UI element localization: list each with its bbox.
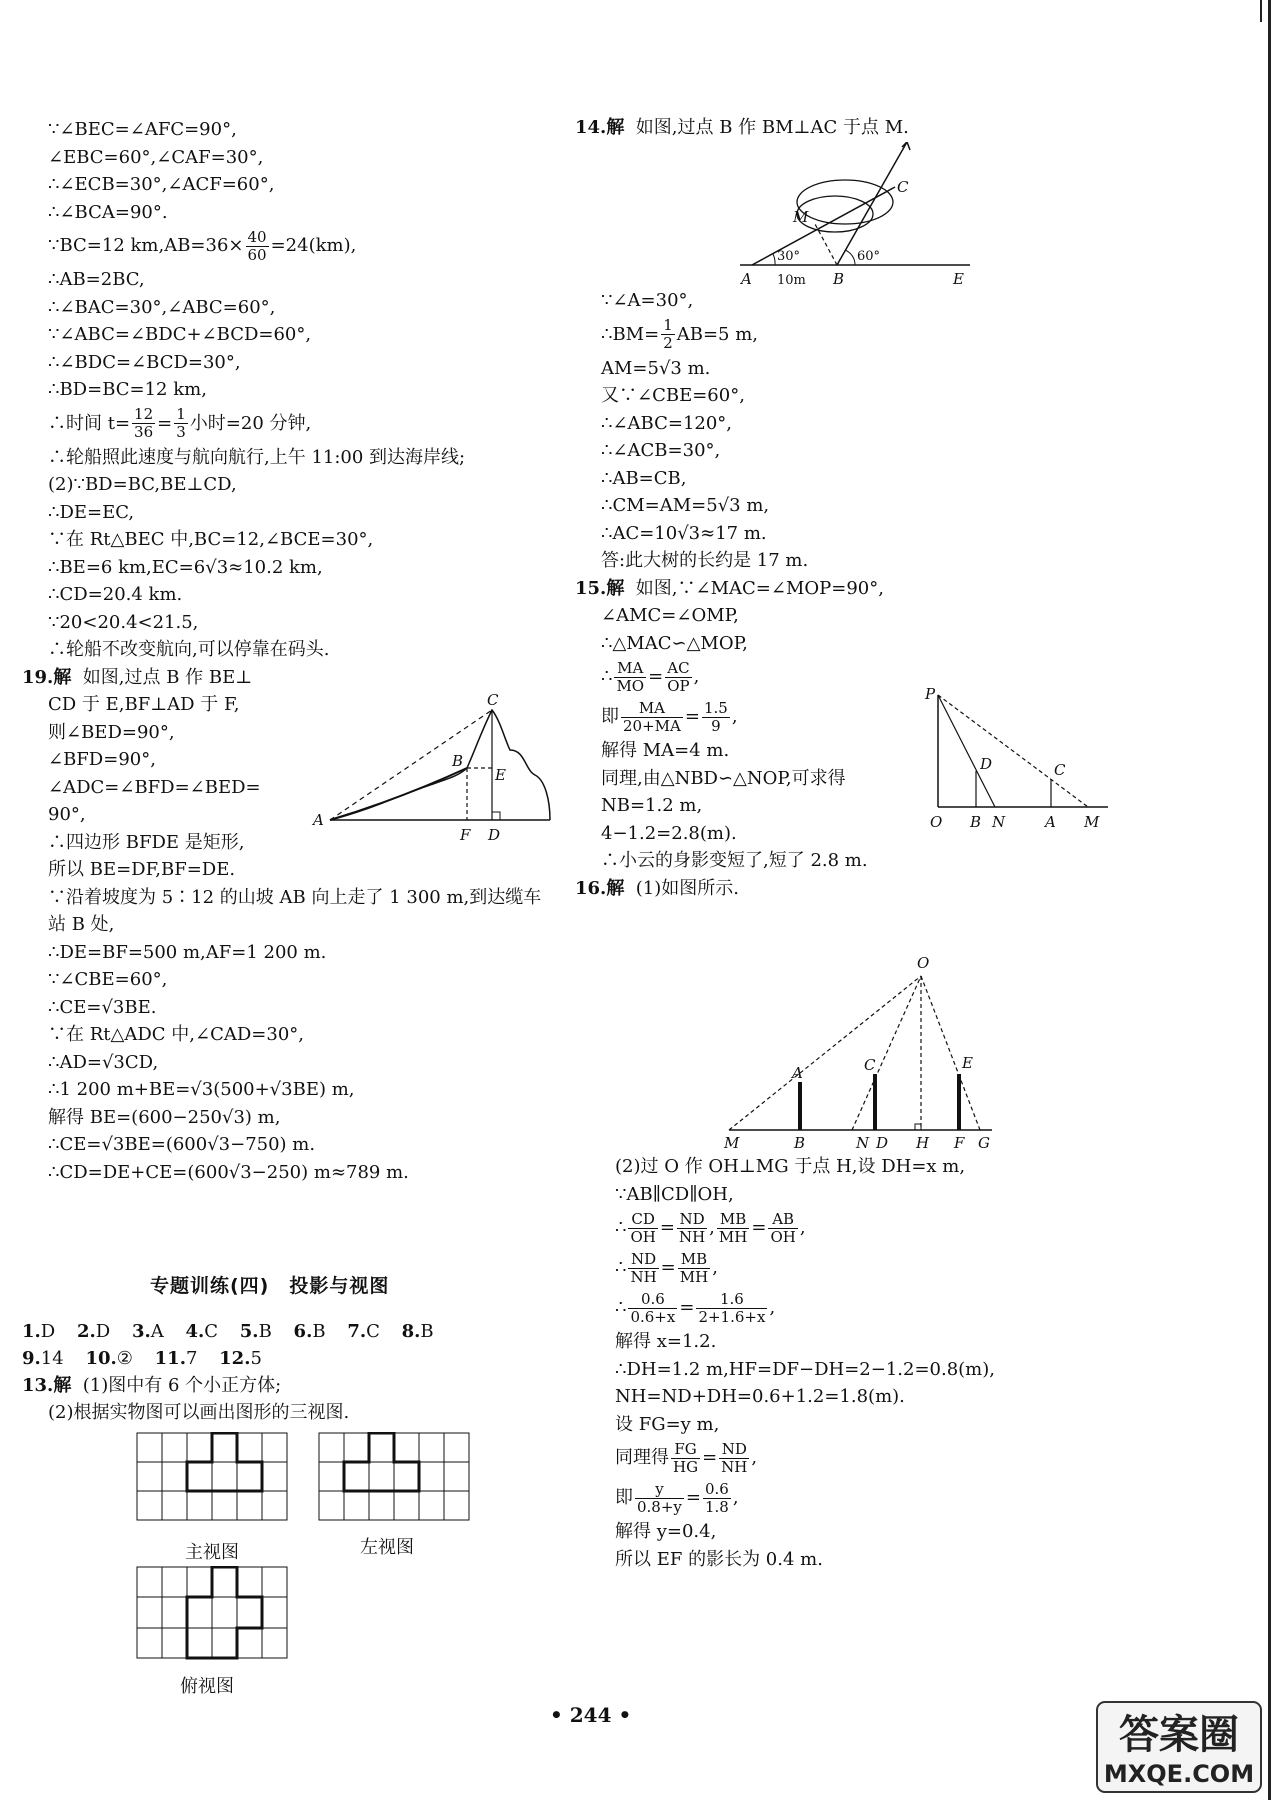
label-f: F [954, 1134, 965, 1152]
denominator: MH [679, 1267, 709, 1286]
text-line-fraction [575, 1438, 995, 1478]
numerator: AB [768, 1211, 797, 1229]
text-line: ∴AB=CB, [601, 467, 687, 489]
text-line: AM=5√3 m. [601, 357, 711, 379]
text-line: ∵20<20.4<21.5, [48, 611, 199, 633]
text: = [702, 1447, 718, 1468]
numerator: 1.5 [703, 698, 728, 717]
fraction [671, 1441, 700, 1476]
right-angle-mark [492, 812, 500, 820]
fraction [661, 317, 675, 352]
text-line: (2)根据实物图可以画出图形的三视图. [48, 1402, 350, 1423]
fraction [678, 1251, 710, 1286]
label-b: B [452, 752, 464, 770]
numerator: 1 [176, 405, 186, 423]
denominator: OH [770, 1227, 796, 1246]
label-o: O [930, 813, 943, 831]
numerator: 40 [247, 227, 267, 246]
angle-arc-60 [845, 250, 855, 265]
text-line: ∵在 Rt△BEC 中,BC=12,∠BCE=30°, [48, 529, 374, 550]
answer-item: 10.② [85, 1348, 133, 1369]
answer-item: 12.5 [219, 1348, 262, 1369]
fraction [717, 1211, 749, 1246]
text-line: ∴AD=√3CD, [48, 1051, 159, 1073]
text: = [660, 1257, 676, 1278]
text-line: ∴DE=EC, [48, 501, 135, 523]
text-line: ∵∠CBE=60°, [48, 969, 168, 990]
tree-crown [797, 196, 873, 232]
label-e: E [953, 270, 964, 288]
text-line: ∴CM=AM=5√3 m, [601, 495, 770, 516]
label-o: O [917, 954, 930, 972]
ray-om [729, 976, 921, 1130]
fraction [628, 1211, 657, 1246]
answer-item: 9.14 [22, 1348, 64, 1369]
label-c: C [1054, 761, 1066, 779]
text-line-fraction: ∴ $\frac{ND}{NH}$ = $\frac{MB}{MH}$ , [615, 1249, 718, 1286]
text-line: CD 于 E,BF⊥AD 于 F, [48, 694, 240, 715]
denominator: 3 [176, 423, 186, 441]
denominator: MH [718, 1227, 748, 1246]
left-view-grid [318, 1432, 472, 1522]
left-view-caption: 左视图 [360, 1537, 414, 1558]
text: , [731, 706, 738, 727]
page-number: • 244 • [550, 1703, 632, 1727]
text-line: ∵∠ABC=∠BDC+∠BCD=60°, [48, 324, 312, 345]
top-view-caption: 俯视图 [180, 1676, 234, 1697]
text: = [648, 666, 664, 687]
solution-label: 解 [53, 1375, 72, 1396]
text-line: ∴1 200 m+BE=√3(500+√3BE) m, [48, 1079, 355, 1100]
text-line: NH=ND+DH=0.6+1.2=1.8(m). [615, 1386, 905, 1407]
left-column [22, 116, 562, 1186]
numerator: y [635, 1481, 684, 1499]
text-line: ∴小云的身影变短了,短了 2.8 m. [601, 850, 868, 871]
solution-label: 解 [606, 117, 625, 138]
numerator: MB [717, 1211, 749, 1229]
question-13-header [22, 1372, 450, 1399]
label-p: P [925, 685, 936, 703]
label-b: B [833, 270, 845, 288]
label-c: C [864, 1056, 876, 1074]
text: 如图,过点 B 作 BE⊥ [82, 666, 253, 688]
solution-label: 解 [606, 577, 625, 599]
label-n: N [992, 813, 1006, 831]
fraction [768, 1211, 797, 1246]
fraction [696, 1291, 767, 1326]
answer-item: 1.D [22, 1321, 56, 1342]
figure-q19-svg [310, 690, 560, 850]
text-line-fraction [575, 315, 884, 355]
text: = [685, 1487, 701, 1508]
label-d: D [876, 1134, 889, 1152]
q14-body [575, 287, 884, 902]
text-line: ∴∠ACB=30°, [601, 440, 721, 461]
ray-on [852, 976, 921, 1130]
fraction [628, 1251, 658, 1286]
text-line: ∠AMC=∠OMP, [601, 605, 739, 626]
fraction [628, 1291, 677, 1326]
label-angle-30: 30° [777, 249, 801, 264]
text-line: ∴轮船照此速度与航向航行,上午 11:00 到达海岸线; [48, 446, 466, 468]
text-line: 则∠BED=90°, [48, 721, 175, 743]
figure-q19-mountain [310, 690, 560, 850]
text-line: ∴CE=√3BE=(600√3−750) m. [48, 1134, 316, 1155]
label-a: A [313, 811, 324, 829]
text: ∴时间 t= [48, 412, 131, 434]
text: = [157, 412, 173, 434]
text-line: ∴BD=BC=12 km, [48, 379, 207, 400]
numerator: MA [621, 700, 683, 718]
text-line: ∵AB∥CD∥OH, [615, 1183, 734, 1205]
numerator: AC [665, 660, 691, 678]
front-view-caption: 主视图 [185, 1542, 239, 1563]
answer-row-1 [22, 1318, 450, 1345]
answer-item: 6.B [293, 1321, 326, 1342]
fraction [132, 406, 155, 441]
text: (1)如图所示. [635, 877, 739, 899]
text-line: ∵沿着坡度为 5∶12 的山坡 AB 向上走了 1 300 m,到达缆车 [48, 886, 542, 908]
section-title: 专题训练(四) 投影与视图 [150, 1275, 390, 1297]
label-m: M [793, 208, 809, 226]
text-line-fraction [575, 697, 884, 737]
text: ∴BM= [601, 323, 660, 345]
tree-crown [797, 180, 893, 224]
answer-item: 7.C [347, 1321, 380, 1342]
text-line: 答:此大树的长约是 17 m. [601, 550, 809, 571]
answer-item: 2.D [76, 1321, 111, 1342]
question-number: 19. [22, 666, 54, 688]
right-angle-mark [915, 1124, 921, 1130]
q16-body [575, 1153, 995, 1573]
text: 小时=20 分钟, [189, 412, 312, 434]
text: 即 [615, 1487, 633, 1508]
denominator: 9 [711, 716, 721, 735]
text-line: ∴DH=1.2 m,HF=DF−DH=2−1.2=0.8(m), [615, 1358, 995, 1380]
answer-row-2 [22, 1345, 450, 1372]
text-line: 解得 y=0.4, [615, 1521, 717, 1542]
text-line: 站 B 处, [48, 914, 115, 935]
text-line: 所以 EF 的影长为 0.4 m. [615, 1548, 823, 1570]
label-angle-60: 60° [857, 249, 881, 264]
denominator: NH [630, 1267, 657, 1286]
label-a: A [1045, 813, 1056, 831]
denominator: OP [667, 676, 690, 695]
text: 如图,过点 B 作 BM⊥AC 于点 M. [635, 117, 909, 138]
denominator: NH [678, 1227, 706, 1246]
text-line: ∠EBC=60°,∠CAF=30°, [48, 146, 264, 168]
text-line: ∴轮船不改变航向,可以停靠在码头. [48, 639, 330, 660]
text-line: ∴△MAC∽△MOP, [601, 632, 748, 654]
numerator: MA [614, 660, 646, 678]
text-line: ∴BE=6 km,EC=6√3≈10.2 km, [48, 556, 323, 578]
mountain-outline [330, 710, 550, 820]
numerator: MB [678, 1251, 710, 1269]
text: =24(km), [270, 235, 357, 256]
light-ray-pm [938, 695, 1088, 807]
text-line: ∵∠A=30°, [601, 290, 694, 311]
label-c: C [487, 691, 499, 709]
text-line: ∴CD=DE+CE=(600√3−250) m≈789 m. [48, 1161, 409, 1183]
text-line: ∠ADC=∠BFD=∠BED= [48, 776, 261, 798]
label-m: M [724, 1134, 740, 1152]
text-line: 4−1.2=2.8(m). [601, 822, 737, 844]
denominator: 36 [134, 423, 154, 441]
fraction [621, 700, 683, 735]
numerator: 0.6 [705, 1479, 729, 1498]
answer-item: 5.B [239, 1321, 272, 1342]
text-line-fraction: ∴ $\frac{MA}{MO}$ = $\frac{AC}{OP}$ , [601, 658, 700, 695]
q14-header [575, 114, 909, 142]
question-16-header [575, 875, 884, 903]
fraction [665, 660, 691, 695]
label-a: A [792, 1064, 803, 1082]
text-line-fraction [575, 1478, 995, 1518]
numerator: 0.6 [628, 1291, 677, 1309]
figure-q14-tree [735, 142, 975, 292]
denominator: 2+1.6+x [698, 1307, 766, 1326]
label-n: N [856, 1134, 870, 1152]
numerator: FG [671, 1441, 700, 1459]
text-line: 设 FG=y m, [615, 1413, 720, 1435]
text-line: NB=1.2 m, [601, 795, 703, 816]
tree-branch [907, 142, 910, 150]
text-line-fraction [22, 226, 562, 266]
text-line: ∴四边形 BFDE 是矩形, [48, 831, 245, 853]
answer-item: 4.C [185, 1321, 219, 1342]
fraction [702, 700, 730, 735]
denominator: HG [673, 1457, 699, 1476]
fraction [677, 1211, 707, 1246]
text: , [693, 666, 700, 687]
text-line: ∴∠BCA=90°. [48, 201, 168, 223]
top-edge-mark [1260, 0, 1262, 22]
label-g: G [978, 1134, 990, 1152]
text-line: ∴∠ECB=30°,∠ACF=60°, [48, 174, 275, 195]
text: = [679, 1297, 695, 1318]
denominator: 0.8+y [637, 1497, 682, 1516]
text-line: 所以 BE=DF,BF=DE. [48, 859, 236, 880]
top-view-shape [187, 1567, 262, 1658]
denominator: OH [630, 1227, 656, 1246]
slope-line [330, 768, 467, 820]
text: = [659, 1217, 675, 1238]
text: , [751, 1447, 758, 1468]
label-e: E [495, 766, 506, 784]
figure-q16-shadows [712, 952, 1012, 1152]
text: AB=5 m, [676, 323, 759, 345]
answer-item: 11.7 [154, 1348, 198, 1369]
watermark-logo [1095, 1700, 1263, 1794]
question-number: 16. [575, 877, 607, 899]
label-f: F [460, 826, 471, 844]
question-number: 15. [575, 577, 607, 599]
text-line: ∴∠BDC=∠BCD=30°, [48, 351, 241, 373]
text-line: ∴∠ABC=120°, [601, 412, 733, 434]
fraction [635, 1481, 684, 1516]
label-b: B [970, 813, 982, 831]
answer-block [22, 1318, 450, 1426]
fraction [703, 1481, 731, 1516]
label-h: H [916, 1134, 930, 1152]
question-14-header [575, 114, 909, 142]
watermark-top-text: 答案圈 [1119, 1712, 1239, 1758]
solution-label: 解 [606, 877, 625, 899]
text: 即 [601, 706, 619, 727]
numerator: CD [628, 1211, 657, 1229]
numerator: 1.6 [696, 1291, 767, 1309]
fraction [614, 660, 646, 695]
text-line: 90°, [48, 804, 86, 825]
label-b: B [794, 1134, 806, 1152]
text: , [769, 1297, 776, 1318]
top-view-grid [136, 1566, 290, 1661]
front-view-grid [136, 1432, 290, 1522]
question-15-header [575, 575, 884, 603]
label-distance: 10m [777, 273, 806, 288]
text-line: (2)∵BD=BC,BE⊥CD, [48, 474, 237, 495]
label-d: D [488, 826, 501, 844]
text: = [684, 706, 700, 727]
text: , [799, 1217, 806, 1238]
text-line-fraction [22, 404, 562, 444]
answer-item: 3.A [131, 1321, 164, 1342]
fraction [246, 229, 269, 264]
question-number: 13. [22, 1375, 54, 1396]
denominator: 2 [663, 334, 673, 352]
text: = [751, 1217, 767, 1238]
numerator: ND [677, 1211, 707, 1229]
text-line-fraction: ∴ $\frac{0.6}{0.6+x}$ = $\frac{1.6}{2+1.6+x}$ , [615, 1289, 776, 1326]
text-line: ∴AB=2BC, [48, 269, 145, 290]
figure-q15-lamp [920, 685, 1120, 835]
text-line: ∵∠BEC=∠AFC=90°, [48, 119, 237, 140]
tree-trunk [837, 142, 907, 265]
text-line-fraction: ∴ $\frac{CD}{OH}$ = $\frac{ND}{NH}$ , $\frac{MB}{MH}$ = $\frac{AB}{OH}$ , [615, 1209, 806, 1246]
answer-item: 8.B [401, 1321, 434, 1342]
denominator: NH [721, 1457, 748, 1476]
fraction [719, 1441, 749, 1476]
text-line: 同理,由△NBD∽△NOP,可求得 [601, 767, 846, 789]
question-number: 14. [575, 117, 607, 138]
text: , [732, 1487, 739, 1508]
text: ∵BC=12 km,AB=36× [48, 235, 244, 256]
numerator: 1 [663, 316, 673, 334]
text-line: ∴DE=BF=500 m,AF=1 200 m. [48, 941, 327, 963]
label-c: C [897, 178, 909, 196]
ray-og [921, 976, 980, 1130]
text-line: ∠BFD=90°, [48, 749, 156, 770]
text: , [712, 1257, 718, 1278]
fraction [174, 406, 188, 441]
text-line: (2)过 O 作 OH⊥MG 于点 H,设 DH=x m, [615, 1156, 966, 1177]
watermark-bottom-text: MXQE.COM [1103, 1760, 1255, 1788]
denominator: MO [616, 676, 645, 695]
text-line: ∴CD=20.4 km. [48, 584, 183, 605]
text-line: ∴AC=10√3≈17 m. [601, 522, 767, 544]
text-line: ∴∠BAC=30°,∠ABC=60°, [48, 296, 276, 318]
label-m: M [1084, 813, 1100, 831]
numerator: ND [628, 1251, 658, 1269]
label-e: E [962, 1054, 973, 1072]
text: 同理得 [615, 1447, 669, 1468]
numerator: 12 [134, 405, 154, 423]
denominator: 20+MA [623, 716, 681, 735]
text-line: 解得 BE=(600−250√3) m, [48, 1106, 281, 1128]
angle-arc-30 [773, 254, 775, 265]
text: 如图,∵∠MAC=∠MOP=90°, [635, 577, 884, 599]
light-ray-pn [938, 695, 995, 807]
numerator: ND [719, 1441, 749, 1459]
denominator: 1.8 [705, 1497, 729, 1516]
denominator: 60 [247, 245, 267, 264]
text: , [709, 1217, 715, 1238]
denominator: 0.6+x [630, 1307, 676, 1326]
text-line: 解得 x=1.2. [615, 1331, 717, 1352]
text-line: ∵在 Rt△ADC 中,∠CAD=30°, [48, 1024, 304, 1045]
text: (1)图中有 6 个小正方体; [82, 1375, 282, 1396]
label-a: A [741, 270, 752, 288]
solution-label: 解 [53, 666, 72, 688]
text-line: 解得 MA=4 m. [601, 740, 730, 761]
text-line: 又∵∠CBE=60°, [601, 385, 745, 406]
label-d: D [980, 755, 993, 773]
text-line: ∴CE=√3BE. [48, 996, 157, 1018]
question-19-header [22, 664, 562, 692]
